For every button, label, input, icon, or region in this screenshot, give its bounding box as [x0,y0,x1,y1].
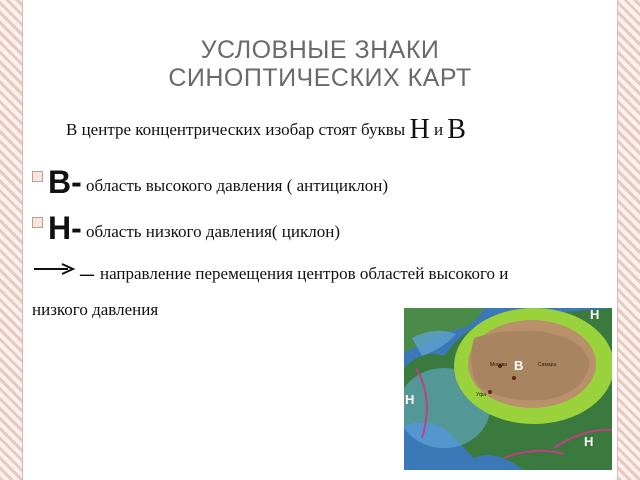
movement-direction-item [32,258,508,290]
map-low-label-top: Н [590,308,600,322]
title-line-2: СИНОПТИЧЕСКИХ КАРТ [168,64,472,92]
bullet-high-pressure [32,164,388,201]
bullet-text: область высокого давления ( антициклон) [81,176,389,195]
intro-paragraph [66,114,466,146]
movement-text: направление перемещения центров областей высокого и [100,264,509,283]
intro-letter-n: Н [409,114,430,145]
bullet-text: область низкого давления( циклон) [81,222,341,241]
map-city-label: Москва [490,362,508,368]
synoptic-map-image [404,308,612,470]
bullet-square-icon [32,217,43,228]
map-city-label: Уфа [476,392,487,398]
intro-text: В центре концентрических изобар стоят буквы [66,120,410,139]
dash: – [80,258,94,289]
map-low-label-left: Н [405,392,415,407]
map-city-label: Самара [538,362,557,368]
map-low-label-bottom: Н [584,434,594,449]
bullet-letter: В- [48,164,82,200]
intro-letter-v: В [447,114,466,145]
bullet-low-pressure [32,210,340,247]
synoptic-map-graphic [404,308,612,470]
slide-title [0,36,640,92]
title-line-1: УСЛОВНЫЕ ЗНАКИ [200,36,440,64]
movement-text-continued: низкого давления [32,300,159,319]
map-high-label: В [514,358,524,373]
bullet-letter: Н- [48,210,82,246]
intro-conjunction: и [429,120,448,139]
bullet-square-icon [32,171,43,182]
arrow-right-icon [32,263,76,275]
